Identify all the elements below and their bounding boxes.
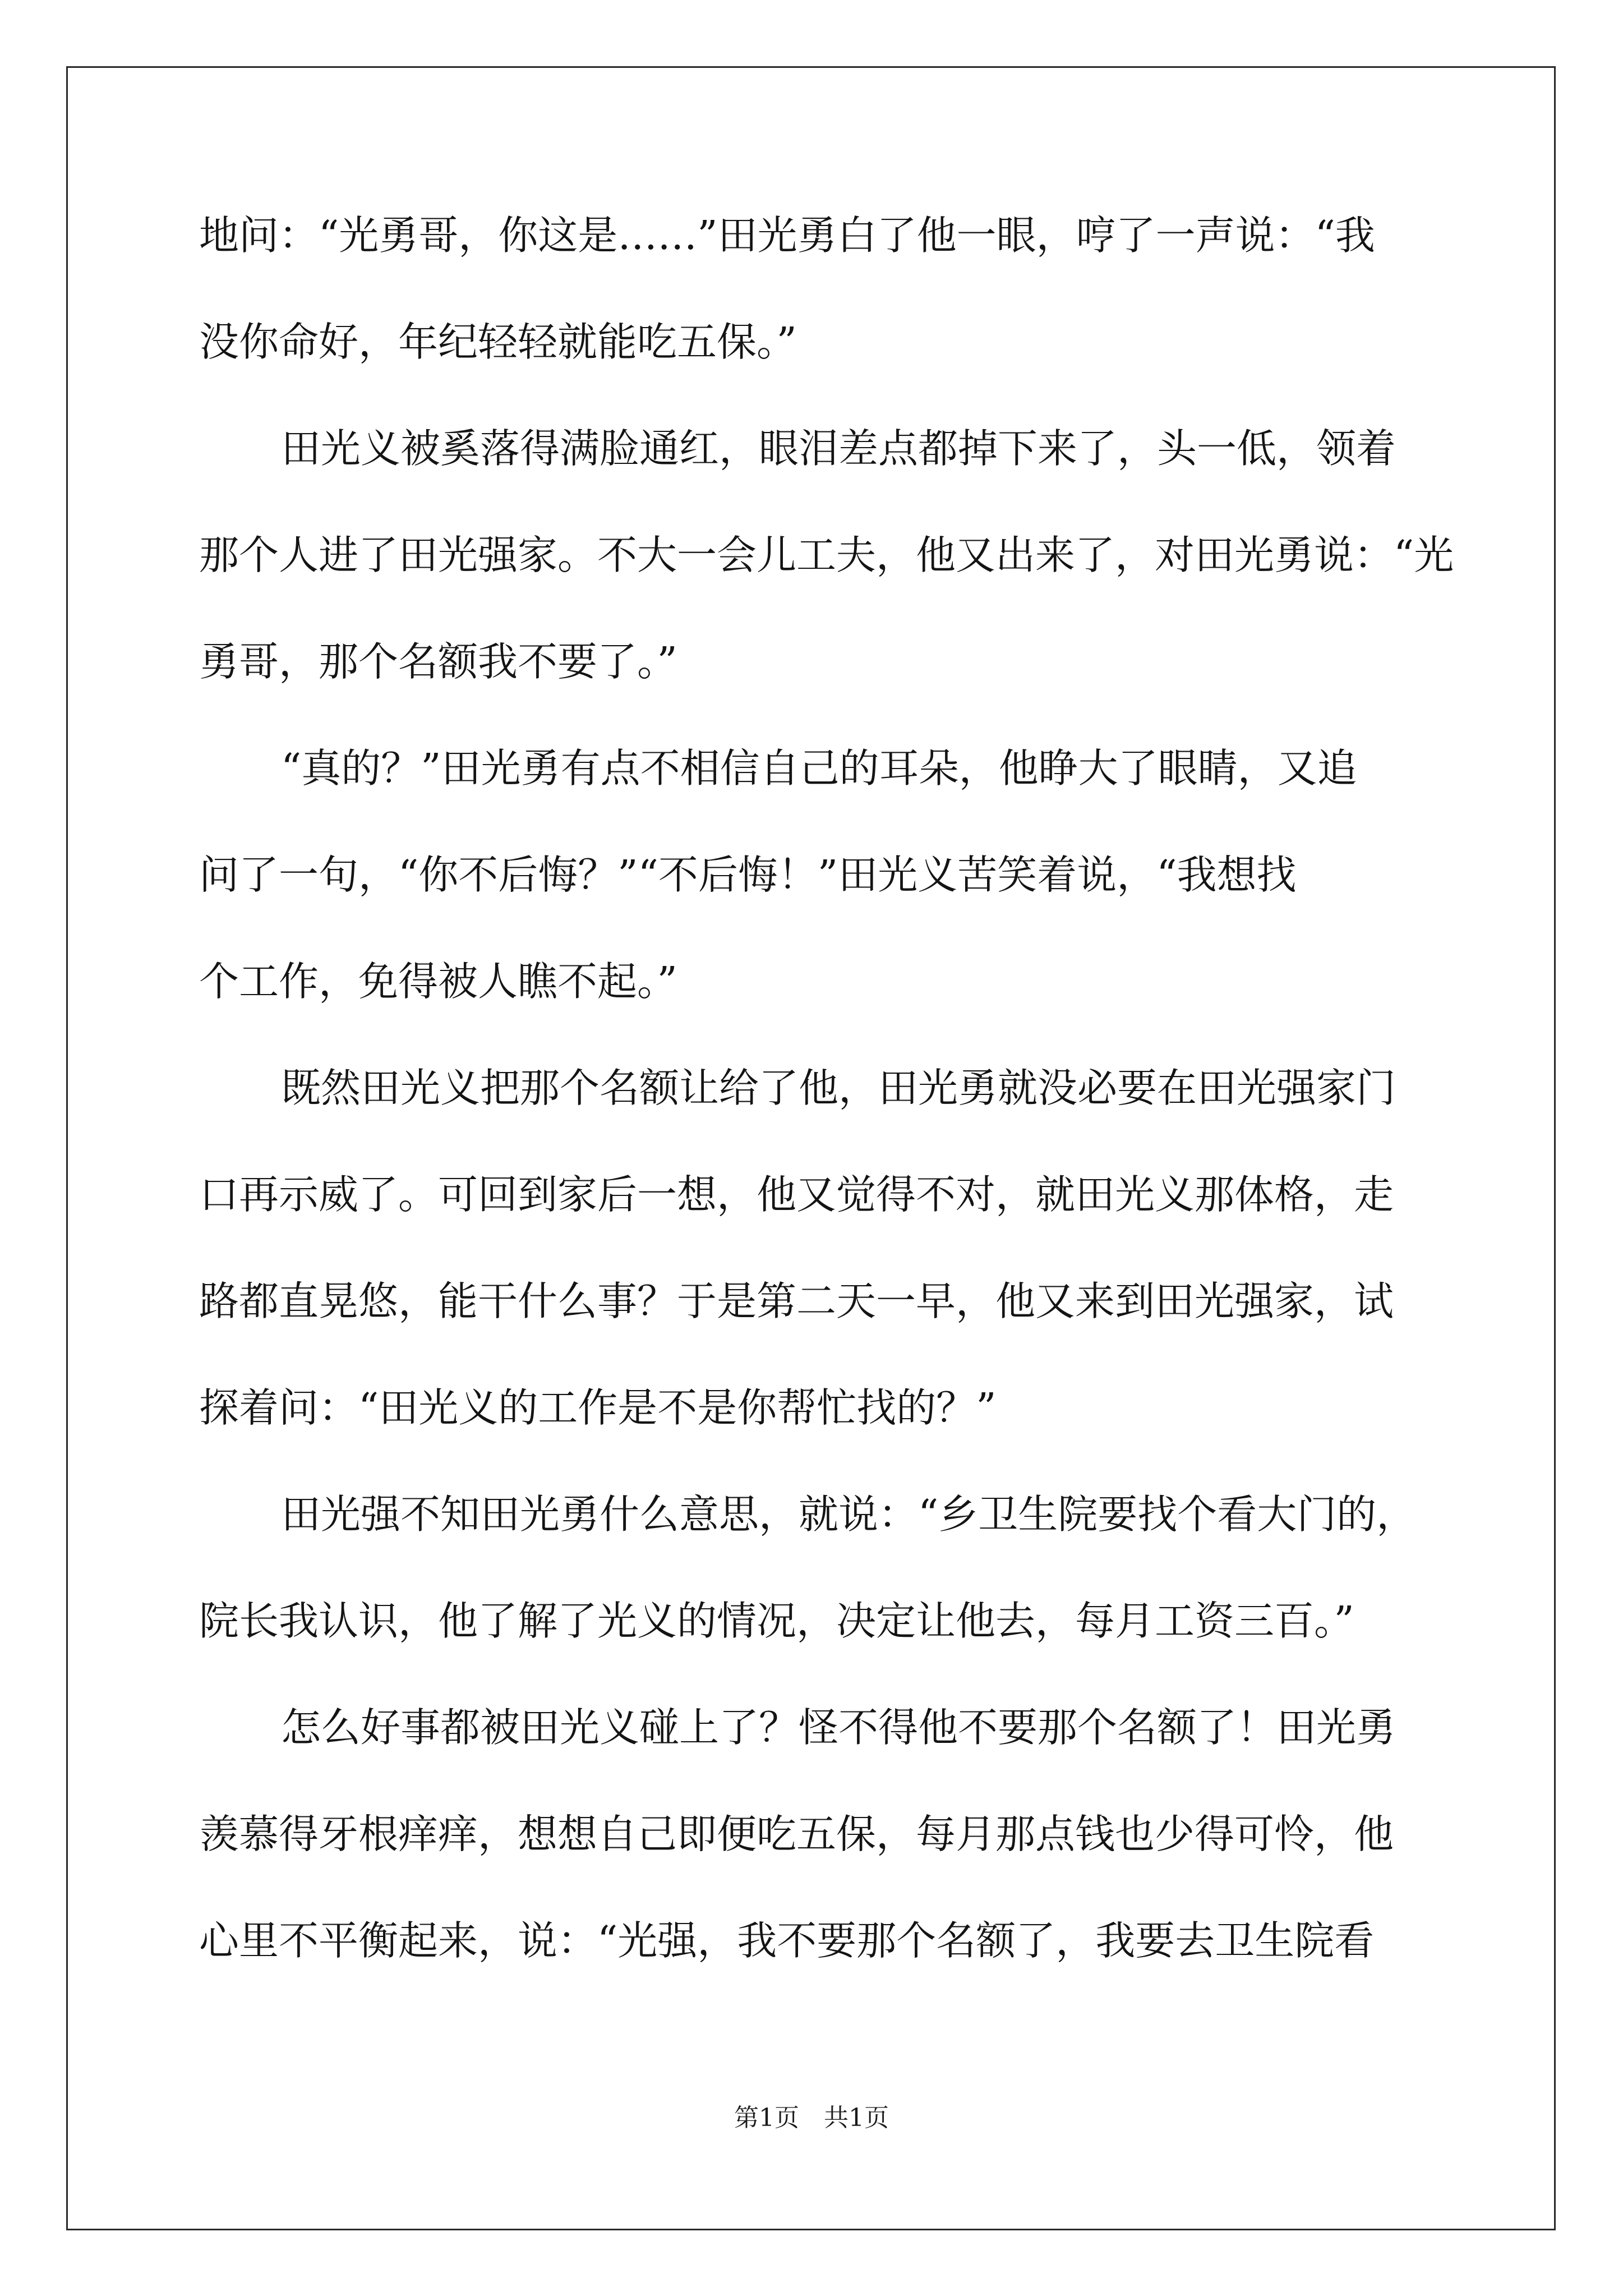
- text-line: 那个人进了田光强家。不大一会儿工夫，他又出来了，对田光勇说：“光: [199, 532, 1454, 578]
- text-line: “真的？”田光勇有点不相信自己的耳朵，他睁大了眼睛，又追: [281, 745, 1357, 792]
- text-line: 探着问：“田光义的工作是不是你帮忙找的？”: [199, 1384, 997, 1431]
- text-line: 问了一句，“你不后悔？”“不后悔！”田光义苦笑着说，“我想找: [199, 852, 1297, 898]
- text-line: 地问：“光勇哥，你这是……”田光勇白了他一眼，哼了一声说：“我: [199, 212, 1375, 259]
- text-line: 没你命好，年纪轻轻就能吃五保。”: [199, 319, 797, 365]
- text-line: 田光义被奚落得满脸通红，眼泪差点都掉下来了，头一低，领着: [281, 425, 1396, 472]
- text-line: 路都直晃悠，能干什么事？于是第二天一早，他又来到田光强家，试: [199, 1278, 1394, 1324]
- text-line: 田光强不知田光勇什么意思，就说：“乡卫生院要找个看大门的，: [281, 1491, 1417, 1538]
- text-line: 勇哥，那个名额我不要了。”: [199, 638, 677, 685]
- text-line: 怎么好事都被田光义碰上了？怪不得他不要那个名额了！田光勇: [281, 1704, 1396, 1751]
- text-line: 院长我认识，他了解了光义的情况，决定让他去，每月工资三百。”: [199, 1598, 1354, 1644]
- text-line: 个工作，免得被人瞧不起。”: [199, 958, 677, 1005]
- page-number-footer: 第1页 共1页: [734, 2104, 889, 2132]
- text-line: 既然田光义把那个名额让给了他，田光勇就没必要在田光强家门: [281, 1065, 1396, 1111]
- document-body: [199, 209, 1454, 2021]
- text-line: 心里不平衡起来，说：“光强，我不要那个名额了，我要去卫生院看: [199, 1917, 1375, 1964]
- text-line: 羡慕得牙根痒痒，想想自己即便吃五保，每月那点钱也少得可怜，他: [199, 1811, 1394, 1857]
- text-line: 口再示威了。可回到家后一想，他又觉得不对，就田光义那体格，走: [199, 1171, 1394, 1218]
